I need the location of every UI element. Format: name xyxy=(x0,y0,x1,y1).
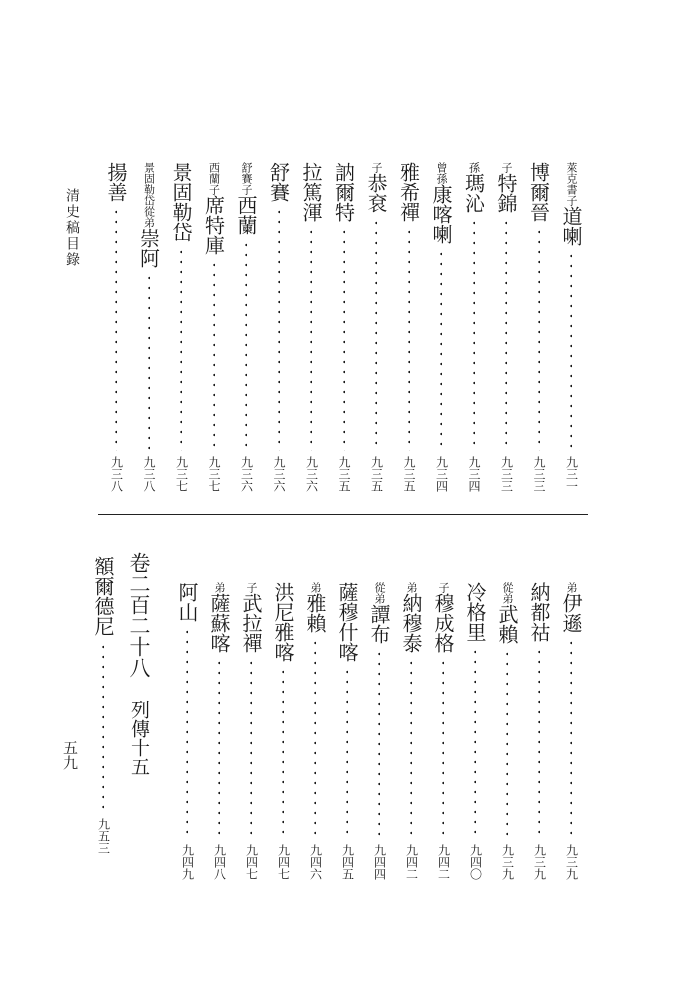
entry-name: 武賴 xyxy=(495,604,519,644)
leader-dots xyxy=(343,227,345,451)
leader-dots xyxy=(148,273,150,451)
entry-name: 揚善 xyxy=(104,162,128,202)
toc-entry xyxy=(332,582,362,880)
section-divider xyxy=(98,514,588,515)
leader-dots xyxy=(250,658,252,839)
leader-dots xyxy=(102,642,104,812)
entry-name: 道喇 xyxy=(559,206,583,246)
entry-relation: 子 xyxy=(437,582,450,593)
leader-dots xyxy=(218,658,220,839)
entry-name: 納穆泰 xyxy=(399,593,423,653)
entry-name: 額爾德尼 xyxy=(91,556,115,636)
toc-entry xyxy=(428,582,458,880)
entry-name: 雅賴 xyxy=(303,593,327,633)
toc-entry xyxy=(426,162,456,492)
toc-entry xyxy=(524,162,554,492)
entry-name: 薩蘇喀 xyxy=(207,593,231,653)
toc-entry xyxy=(524,582,554,880)
entry-name: 洪尼雅喀 xyxy=(271,582,295,662)
entry-relation: 子 xyxy=(370,162,383,173)
toc-entry xyxy=(166,162,196,492)
leader-dots xyxy=(115,207,117,451)
entry-name: 穆成格 xyxy=(431,593,455,653)
toc-entry xyxy=(459,162,489,492)
leader-dots xyxy=(473,218,475,451)
entry-name: 舒賽 xyxy=(266,162,291,202)
leader-dots xyxy=(442,658,444,839)
leader-dots xyxy=(180,247,182,451)
toc-entry xyxy=(101,162,131,492)
leader-dots xyxy=(570,638,572,839)
leader-dots xyxy=(278,207,280,451)
entry-page-number: 九四八 xyxy=(212,844,227,880)
entry-page-number: 九三六 xyxy=(239,456,254,492)
toc-entry xyxy=(172,582,202,880)
toc-entry xyxy=(556,162,586,492)
entry-relation: 弟 xyxy=(565,582,578,593)
entry-name: 西蘭 xyxy=(234,195,258,235)
entry-name: 納都祜 xyxy=(527,582,551,642)
toc-entry xyxy=(491,162,521,492)
chapter-title: 卷二百二十八 xyxy=(127,552,151,678)
toc-entry xyxy=(264,162,294,492)
entry-name: 康喀喇 xyxy=(429,184,453,244)
entry-page-number: 九三七 xyxy=(174,456,189,492)
entry-relation: 弟 xyxy=(213,582,226,593)
leader-dots xyxy=(410,658,412,839)
toc-entry xyxy=(231,162,261,492)
entry-relation: 從弟 xyxy=(501,582,514,604)
entry-page-number: 九三三 xyxy=(499,456,514,492)
leader-dots xyxy=(506,649,508,839)
toc-entry xyxy=(396,582,426,880)
entry-name: 訥爾特 xyxy=(331,162,356,222)
entry-page-number: 九三四 xyxy=(467,456,481,492)
toc-entry xyxy=(361,162,391,492)
leader-dots xyxy=(213,260,215,451)
entry-page-number: 九三五 xyxy=(402,456,416,492)
entry-name: 拉篤渾 xyxy=(299,162,323,222)
toc-entry xyxy=(300,582,330,880)
leader-dots xyxy=(538,227,540,451)
toc-entry xyxy=(492,582,522,880)
toc-entry xyxy=(204,582,234,880)
toc-entry xyxy=(88,556,118,854)
entry-page-number: 九三九 xyxy=(532,844,547,880)
entry-page-number: 九三八 xyxy=(142,456,156,492)
entry-relation: 萊克書子 xyxy=(565,162,578,206)
entry-name: 恭袞 xyxy=(364,173,388,213)
toc-entry xyxy=(236,582,266,880)
entry-name: 薩穆什喀 xyxy=(335,582,359,662)
leader-dots xyxy=(375,218,377,451)
toc-entry xyxy=(329,162,359,492)
entry-name: 博爾晉 xyxy=(526,162,551,222)
entry-page-number: 九四六 xyxy=(308,844,323,880)
toc-entry xyxy=(556,582,586,880)
entry-page-number: 九三六 xyxy=(272,456,286,492)
leader-dots xyxy=(346,667,348,839)
entry-page-number: 九三四 xyxy=(434,456,449,492)
entry-name: 阿山 xyxy=(175,582,199,622)
entry-name: 雅希禪 xyxy=(396,162,421,222)
page-number: 五九 xyxy=(61,740,79,770)
toc-entry xyxy=(460,582,490,880)
entry-page-number: 九三七 xyxy=(207,456,221,492)
entry-page-number: 九四九 xyxy=(180,844,195,880)
entry-relation: 景固勒岱從弟 xyxy=(142,162,156,228)
leader-dots xyxy=(570,251,572,451)
toc-entry xyxy=(268,582,298,880)
entry-page-number: 九三九 xyxy=(564,844,579,880)
entry-relation: 孫 xyxy=(467,162,481,173)
entry-name: 特錦 xyxy=(494,173,518,213)
entry-page-number: 九三九 xyxy=(500,844,515,880)
entry-page-number: 九三六 xyxy=(304,456,319,492)
entry-relation: 曾孫 xyxy=(435,162,448,184)
entry-name: 伊遜 xyxy=(559,593,583,633)
chapter-subtitle: 列傳十五 xyxy=(128,700,150,776)
leader-dots xyxy=(310,227,312,451)
entry-relation: 西蘭子 xyxy=(207,162,221,195)
entry-relation: 舒賽子 xyxy=(240,162,253,195)
entry-page-number: 九四〇 xyxy=(468,844,483,880)
leader-dots xyxy=(378,649,380,839)
entry-page-number: 九四二 xyxy=(404,844,419,880)
leader-dots xyxy=(505,218,507,451)
entry-name: 景固勒岱 xyxy=(169,162,193,242)
entry-name: 武拉禪 xyxy=(239,593,263,653)
entry-name: 瑪沁 xyxy=(461,173,486,213)
entry-page-number: 九四七 xyxy=(276,844,291,880)
entry-page-number: 九三三 xyxy=(532,456,546,492)
leader-dots xyxy=(186,627,188,839)
toc-entry xyxy=(394,162,424,492)
toc-entry xyxy=(199,162,229,492)
entry-page-number: 九三八 xyxy=(109,456,124,492)
leader-dots xyxy=(282,667,284,839)
entry-page-number: 九五三 xyxy=(96,818,111,854)
entry-relation: 子 xyxy=(500,162,513,173)
page-header: 清史稿目錄 xyxy=(64,188,80,268)
entry-page-number: 九四五 xyxy=(340,844,355,880)
toc-entry xyxy=(134,162,164,492)
entry-relation: 子 xyxy=(245,582,258,593)
entry-page-number: 九四四 xyxy=(372,844,387,880)
entry-page-number: 九三五 xyxy=(369,456,384,492)
entry-relation: 弟 xyxy=(309,582,322,593)
entry-page-number: 九三五 xyxy=(337,456,351,492)
entry-name: 席特庫 xyxy=(201,195,226,255)
leader-dots xyxy=(314,638,316,839)
entry-name: 崇阿 xyxy=(136,228,161,268)
entry-relation: 弟 xyxy=(405,582,418,593)
entry-name: 冷格里 xyxy=(463,582,487,642)
leader-dots xyxy=(245,240,247,451)
toc-entry xyxy=(364,582,394,880)
entry-page-number: 九三一 xyxy=(564,456,579,492)
leader-dots xyxy=(538,647,540,839)
chapter-heading xyxy=(124,552,154,776)
entry-relation: 從弟 xyxy=(373,582,386,604)
leader-dots xyxy=(440,249,442,451)
leader-dots xyxy=(474,647,476,839)
entry-page-number: 九四七 xyxy=(244,844,259,880)
leader-dots xyxy=(408,227,410,451)
entry-page-number: 九四二 xyxy=(436,844,451,880)
entry-name: 譚布 xyxy=(367,604,391,644)
toc-entry xyxy=(296,162,326,492)
